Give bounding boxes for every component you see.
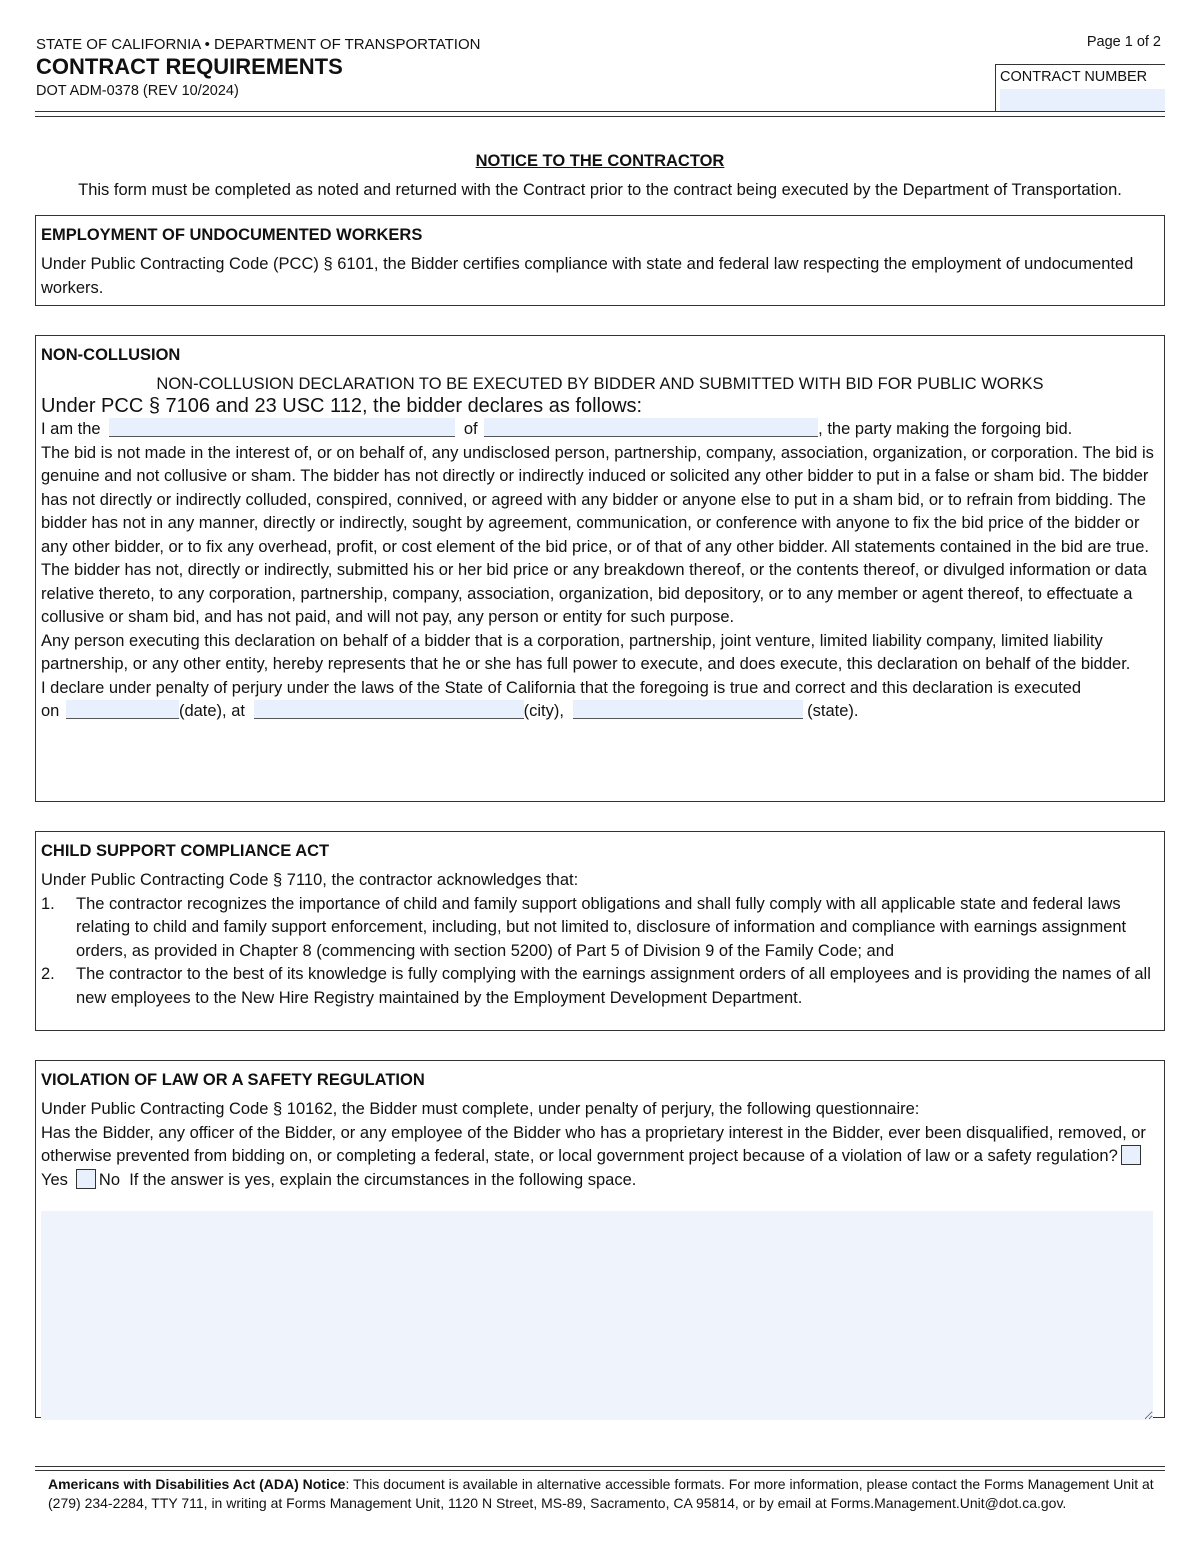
ada-notice	[48, 1475, 1158, 1512]
on-label: on	[41, 702, 60, 720]
section-non-collusion	[35, 335, 1165, 802]
section-violation	[35, 1060, 1165, 1418]
notice-title: NOTICE TO THE CONTRACTOR	[475, 152, 725, 170]
state-label: (state).	[807, 702, 859, 720]
contract-number-box	[995, 64, 1165, 111]
city-label: (city),	[523, 702, 564, 720]
city-field[interactable]	[254, 700, 524, 719]
page-indicator: Page 1 of 2	[1086, 34, 1161, 50]
section-text: Under Public Contracting Code (PCC) § 6101, the Bidder certifies compliance with state and federal law respecting the employment of undocumented workers.	[41, 255, 1134, 297]
section-undocumented-workers	[35, 215, 1165, 306]
list-number: 1.	[41, 894, 55, 913]
declaration-para-3: I declare under penalty of perjury under the laws of the State of California that the foregoing is true and correct and this declaration is executed	[41, 678, 1082, 697]
list-text: The contractor recognizes the importance of child and family support obligations and shall fully comply with all applicable state and federal laws relating to child and family support enforcement, including, but not limited to, disclosure of information and compliance with earnings assignment orders, as provided in Chapter 8 (commencing with section 5200) of Part 5 of Division 9 of the Family Code; and	[76, 894, 1127, 960]
form-title: CONTRACT REQUIREMENTS	[36, 54, 343, 79]
ada-notice-title: Americans with Disabilities Act (ADA) Notice	[48, 1476, 346, 1492]
no-checkbox[interactable]	[76, 1169, 96, 1189]
contract-number-input[interactable]	[1000, 89, 1165, 112]
notice-text: This form must be completed as noted and returned with the Contract prior to the contract being executed by the Department of Transportation.	[78, 181, 1122, 199]
agency-name: STATE OF CALIFORNIA • DEPARTMENT OF TRANSPORTATION	[36, 36, 481, 53]
declaration-lead: Under PCC § 7106 and 23 USC 112, the bidder declares as follows:	[41, 395, 643, 417]
followup-text: If the answer is yes, explain the circumstances in the following space.	[129, 1170, 637, 1189]
yes-checkbox[interactable]	[1121, 1145, 1141, 1165]
section-intro: Under Public Contracting Code § 10162, the Bidder must complete, under penalty of perjury, the following questionnaire:	[41, 1100, 920, 1118]
section-title: NON-COLLUSION	[41, 346, 181, 364]
title-field[interactable]	[109, 418, 455, 437]
list-text: The contractor to the best of its knowledge is fully complying with the earnings assignment orders of all employees and is providing the names of all new employees to the New Hire Registry maintained by the Employment Development Department.	[76, 965, 1151, 1007]
no-label: No	[98, 1170, 121, 1189]
company-field[interactable]	[484, 418, 818, 437]
iam-prefix: I am the	[41, 420, 101, 438]
list-item	[41, 963, 1159, 1010]
iam-line	[41, 418, 1159, 442]
section-title: VIOLATION OF LAW OR A SAFETY REGULATION	[41, 1071, 425, 1089]
question: Has the Bidder, any officer of the Bidder, or any employee of the Bidder who has a proprietary interest in the Bidder, ever been disqualified, removed, or otherwise prevented from bidding on, or completing a federal, state, or local government project because of a violation of law or a safety regulation?	[41, 1123, 1146, 1165]
footer-rule-top	[35, 1466, 1165, 1467]
section-intro: Under Public Contracting Code § 7110, the contractor acknowledges that:	[41, 871, 579, 889]
list-item	[41, 893, 1159, 964]
footer-rule-bottom	[35, 1470, 1165, 1471]
acknowledgement-list	[41, 893, 1159, 1011]
declaration-para-1: The bid is not made in the interest of, or on behalf of, any undisclosed person, partnership, company, association, organization, or corporation. The bid is genuine and not collusive or sham. The bidder has not directly or indirectly induced or solicited any other bidder to put in a false or sham bid. The bidder has not directly or indirectly colluded, conspired, connived, or agreed with any bidder or anyone else to put in a sham bid, or to refrain from bidding. The bidder has not in any manner, directly or indirectly, sought by agreement, communication, or conference with anyone to fix the bid price of the bidder or any other bidder, or to fix any overhead, profit, or cost element of the bid price, or of that of any other bidder. All statements contained in the bid are true. The bidder has not, directly or indirectly, submitted his or her bid price or any breakdown thereof, or the contents thereof, or divulged information or data relative thereto, to any corporation, partnership, company, association, organization, bid depository, or to any member or agent thereof, to effectuate a collusive or sham bid, and has not paid, and will not pay, any person or entity for such purpose.	[41, 443, 1154, 626]
header-rule-top	[35, 111, 1165, 112]
iam-suffix: , the party making the forgoing bid.	[818, 420, 1073, 438]
yes-label: Yes	[41, 1170, 68, 1189]
state-field[interactable]	[573, 700, 803, 719]
list-number: 2.	[41, 965, 55, 983]
question-text	[41, 1122, 1159, 1193]
explanation-textarea[interactable]	[41, 1211, 1153, 1420]
section-title: EMPLOYMENT OF UNDOCUMENTED WORKERS	[41, 226, 423, 244]
date-label: (date), at	[178, 702, 245, 720]
declaration-subtitle: NON-COLLUSION DECLARATION TO BE EXECUTED BY BIDDER AND SUBMITTED WITH BID FOR PUBLIC WORKS	[156, 375, 1044, 393]
contract-number-label: CONTRACT NUMBER	[1000, 69, 1148, 85]
declaration-para-2: Any person executing this declaration on behalf of a bidder that is a corporation, partnership, joint venture, limited liability company, limited liability partnership, or any other entity, hereby represents that he or she has full power to execute, and does execute, this declaration on behalf of the bidder.	[41, 631, 1131, 673]
iam-of: of	[463, 420, 478, 438]
date-field[interactable]	[66, 700, 179, 719]
form-number: DOT ADM-0378 (REV 10/2024)	[36, 83, 239, 99]
header-rule-bottom	[35, 116, 1165, 117]
section-title: CHILD SUPPORT COMPLIANCE ACT	[41, 842, 330, 860]
ada-notice-text: : This document is available in alternative accessible formats. For more information, please contact the Forms Management Unit at (279) 234-2284, TTY 711, in writing at Forms Management Unit, 1120 N Street, MS-89, Sacramento, CA 95814, or by email at Forms.Management.Unit@dot.ca.gov.	[48, 1476, 1154, 1511]
section-child-support	[35, 831, 1165, 1031]
execution-line	[41, 700, 1159, 724]
